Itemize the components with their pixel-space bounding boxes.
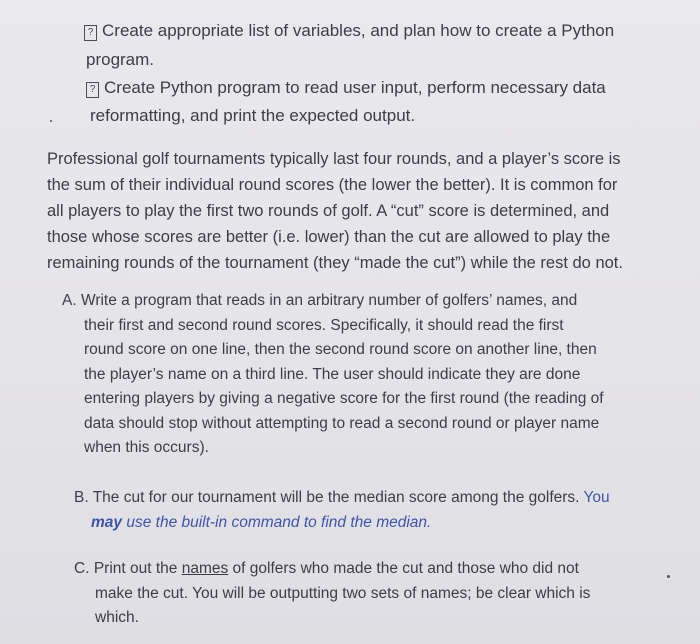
stray-dot: [667, 575, 670, 578]
item-c-text: Print out the: [93, 560, 178, 577]
item-a-marker: A.: [62, 292, 77, 309]
missing-glyph-box-icon: ?: [84, 25, 97, 41]
paragraph-line: remaining rounds of the tournament (they “made the cut”) while the rest do not.: [47, 254, 623, 272]
item-b-blue-rest: use the built-in command to find the median.: [126, 513, 432, 531]
item-a-text: Write a program that reads in an arbitrary number of golfers’ names, and: [80, 292, 578, 309]
bullet-2-line-1: [86, 74, 606, 101]
item-c: [74, 557, 590, 631]
paragraph-line: the sum of their individual round scores (the lower the better). It is common for: [47, 176, 618, 194]
item-b-blue-text: You: [583, 489, 610, 506]
item-a-line: round score on one line, then the second round score on another line, then: [84, 341, 597, 358]
item-a-line: when this occurs).: [84, 439, 209, 456]
item-c-text: of golfers who made the cut and those who did not: [232, 560, 579, 577]
item-b-line: [74, 511, 610, 536]
item-b-text: The cut for our tournament will be the median score among the golfers.: [92, 489, 580, 506]
paragraph-line: all players to play the first two rounds of golf. A “cut” score is determined, and: [47, 202, 610, 220]
bullet-1-text-1: Create appropriate list of variables, and plan how to create a Python: [102, 21, 615, 40]
item-c-line: which.: [95, 609, 139, 626]
item-b-marker: B.: [74, 489, 89, 506]
item-a-line: entering players by giving a negative score for the first round (the reading of: [84, 390, 604, 407]
item-a-line: the player’s name on a third line. The user should indicate they are done: [84, 365, 581, 383]
paragraph-line: those whose scores are better (i.e. lower) than the cut are allowed to play the: [47, 228, 611, 246]
paragraph-line: Professional golf tournaments typically last four rounds, and a player’s score is: [47, 150, 621, 168]
item-b: [74, 486, 610, 535]
stray-dot: [50, 120, 52, 122]
item-b-line: [74, 486, 610, 511]
bullet-2-line-2: [90, 102, 415, 129]
bullet-1-line-1: [84, 17, 614, 44]
item-c-underlined: names: [181, 560, 229, 577]
item-a: [62, 289, 604, 461]
intro-paragraph: [47, 146, 687, 276]
bullet-1-text-2: program.: [86, 50, 155, 69]
bullet-1-line-2: [86, 46, 154, 73]
item-c-line: [74, 557, 590, 582]
bullet-2-text-1: Create Python program to read user input, perform necessary data: [104, 78, 606, 97]
item-a-line: data should stop without attempting to read a second round or player name: [84, 414, 600, 432]
item-b-emphasis: may: [91, 513, 123, 531]
item-a-line: [62, 289, 604, 314]
item-c-line: make the cut. You will be outputting two sets of names; be clear which is: [95, 584, 591, 602]
bullet-2-text-2: reformatting, and print the expected output.: [90, 106, 416, 125]
missing-glyph-box-icon: ?: [86, 82, 99, 98]
item-c-marker: C.: [74, 560, 90, 577]
item-a-line: their first and second round scores. Specifically, it should read the first: [84, 316, 564, 334]
